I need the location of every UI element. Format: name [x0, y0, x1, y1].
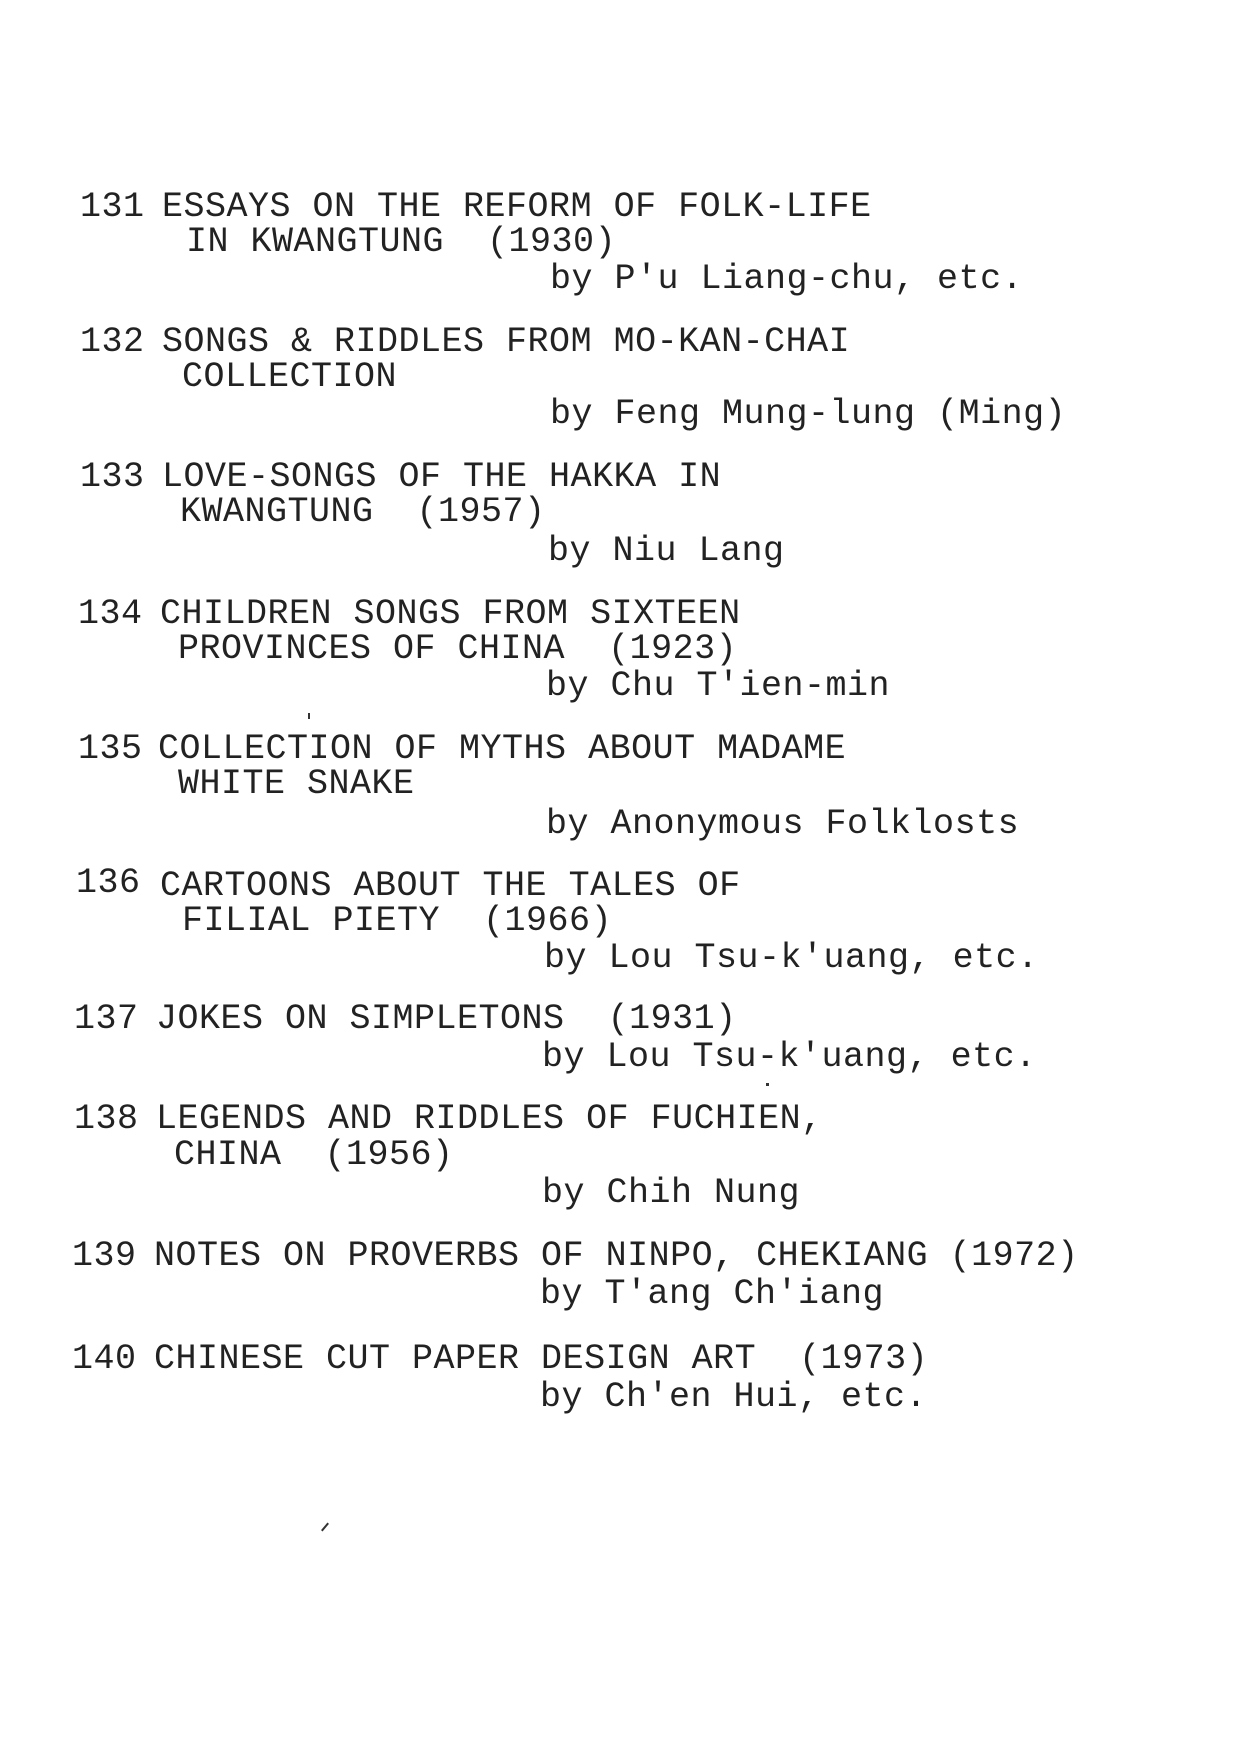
entry-title-line-1: CARTOONS ABOUT THE TALES OF: [160, 866, 741, 906]
entry-author: by Ch'en Hui, etc.: [540, 1377, 928, 1417]
entry-number: 135: [78, 729, 143, 769]
entry-title-line-1: SONGS & RIDDLES FROM MO-KAN-CHAI: [162, 322, 851, 362]
entry-author: by Chih Nung: [542, 1173, 801, 1213]
entry-number: 131: [80, 187, 145, 227]
scan-speck: [321, 1523, 329, 1532]
entry-number: 132: [80, 322, 145, 362]
entry-title-line-2: COLLECTION: [182, 357, 398, 397]
entry-title-line-2: IN KWANGTUNG (1930): [186, 222, 617, 262]
entry-number: 133: [80, 457, 145, 497]
entry-number: 139: [72, 1236, 137, 1276]
entry-author: by Anonymous Folklosts: [546, 804, 1020, 844]
entry-title-line-1: ESSAYS ON THE REFORM OF FOLK-LIFE: [162, 187, 872, 227]
entry-author: by Niu Lang: [548, 531, 785, 571]
entry-title-line-1: JOKES ON SIMPLETONS (1931): [156, 999, 737, 1039]
entry-author: by Chu T'ien-min: [546, 666, 891, 706]
entry-title-line-2: FILIAL PIETY (1966): [182, 901, 613, 941]
entry-author: by Lou Tsu-k'uang, etc.: [542, 1037, 1037, 1077]
entry-title-line-1: NOTES ON PROVERBS OF NINPO, CHEKIANG (1972): [154, 1236, 1079, 1276]
scan-speck: [308, 713, 310, 719]
entry-title-line-1: CHILDREN SONGS FROM SIXTEEN: [160, 594, 741, 634]
entry-author: by Lou Tsu-k'uang, etc.: [544, 938, 1039, 978]
entry-title-line-1: LOVE-SONGS OF THE HAKKA IN: [162, 457, 722, 497]
entry-author: by T'ang Ch'iang: [540, 1274, 885, 1314]
entry-number: 136: [76, 863, 141, 903]
entry-title-line-2: CHINA (1956): [174, 1135, 454, 1175]
entry-number: 138: [74, 1099, 139, 1139]
entry-number: 134: [78, 594, 143, 634]
entry-author: by P'u Liang-chu, etc.: [550, 259, 1024, 299]
scan-speck: [766, 1083, 769, 1086]
entry-title-line-1: LEGENDS AND RIDDLES OF FUCHIEN,: [156, 1099, 823, 1139]
entry-title-line-2: KWANGTUNG (1957): [180, 492, 546, 532]
entry-number: 140: [72, 1339, 137, 1379]
entry-title-line-2: PROVINCES OF CHINA (1923): [178, 629, 738, 669]
entry-number: 137: [74, 999, 139, 1039]
entry-author: by Feng Mung-lung (Ming): [550, 394, 1067, 434]
entry-title-line-1: CHINESE CUT PAPER DESIGN ART (1973): [154, 1339, 929, 1379]
entry-title-line-1: COLLECTION OF MYTHS ABOUT MADAME: [158, 729, 847, 769]
entry-title-line-2: WHITE SNAKE: [178, 764, 415, 804]
